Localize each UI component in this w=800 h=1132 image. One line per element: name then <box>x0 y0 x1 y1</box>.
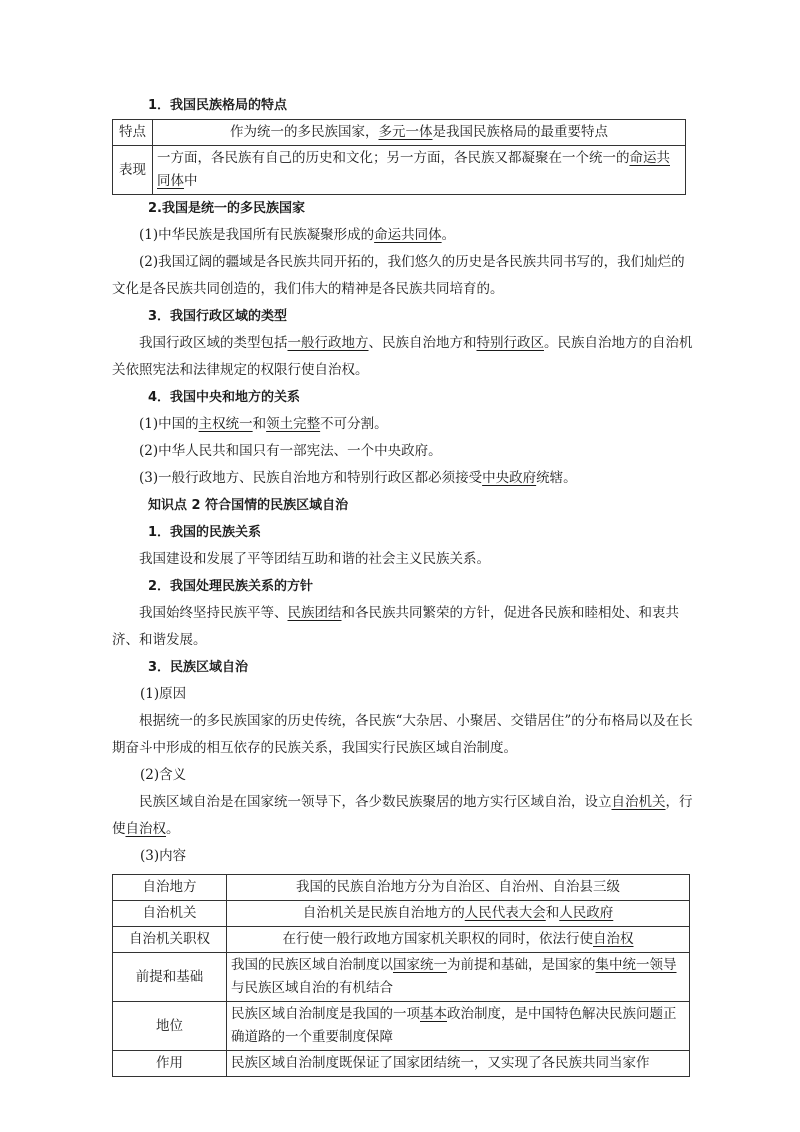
sub-label: (2)含义 <box>140 767 187 783</box>
section-heading: 4．我国中央和地方的关系 <box>148 390 301 405</box>
table-row <box>113 953 690 1002</box>
autonomy-content-table <box>112 874 690 1077</box>
section-heading: 2．我国处理民族关系的方针 <box>148 579 314 594</box>
table-row <box>113 1002 690 1051</box>
paragraph: 我国行政区域的类型包括一般行政地方、民族自治地方和特别行政区。民族自治地方的自治机关依照宪法和法律规定的权限行使自治权。 <box>112 335 693 378</box>
sub-label: (1)原因 <box>140 686 187 702</box>
row-content: 在行使一般行政地方国家机关职权的同时，依法行使自治权 <box>227 927 690 953</box>
row-label: 特点 <box>113 120 153 146</box>
paragraph: 根据统一的多民族国家的历史传统，各民族“大杂居、小聚居、交错居住”的分布格局以及在长期奋斗中形成的相互依存的民族关系，我国实行民族区域自治制度。 <box>112 713 693 756</box>
table-row <box>113 146 686 195</box>
row-label: 自治地方 <box>113 875 227 901</box>
row-content: 民族区域自治制度是我国的一项基本政治制度，是中国特色解决民族问题正确道路的一个重要制度保障 <box>227 1002 690 1051</box>
table-row <box>113 1051 690 1077</box>
document-page <box>112 92 696 1077</box>
row-content: 自治机关是民族自治地方的人民代表大会和人民政府 <box>227 901 690 927</box>
row-label: 自治机关职权 <box>113 927 227 953</box>
row-label: 前提和基础 <box>113 953 227 1002</box>
ethnic-pattern-table <box>112 119 686 195</box>
section-heading: 2.我国是统一的多民族国家 <box>148 201 305 216</box>
row-content: 作为统一的多民族国家，多元一体是我国民族格局的最重要特点 <box>153 120 686 146</box>
section-heading: 3．民族区域自治 <box>148 660 249 675</box>
paragraph: (2)我国辽阔的疆域是各民族共同开拓的，我们悠久的历史是各民族共同书写的，我们灿烂的文化是各民族共同创造的，我们伟大的精神是各民族共同培育的。 <box>112 254 685 297</box>
table-row <box>113 901 690 927</box>
table-row <box>113 875 690 901</box>
row-content: 我国的民族区域自治制度以国家统一为前提和基础，是国家的集中统一领导与民族区域自治的有机结合 <box>227 953 690 1002</box>
row-content: 一方面，各民族有自己的历史和文化；另一方面，各民族又都凝聚在一个统一的命运共同体中 <box>153 146 686 195</box>
paragraph: 我国始终坚持民族平等、民族团结和各民族共同繁荣的方针，促进各民族和睦相处、和衷共济、和谐发展。 <box>112 605 679 648</box>
sub-label: (3)内容 <box>140 848 187 864</box>
section-heading: 1．我国民族格局的特点 <box>148 98 288 113</box>
paragraph: (2)中华人民共和国只有一部宪法、一个中央政府。 <box>139 443 442 459</box>
table-row <box>113 927 690 953</box>
section-heading: 1．我国的民族关系 <box>148 525 262 540</box>
row-label: 作用 <box>113 1051 227 1077</box>
paragraph: 我国建设和发展了平等团结互助和谐的社会主义民族关系。 <box>139 551 490 567</box>
row-content: 民族区域自治制度既保证了国家团结统一，又实现了各民族共同当家作 <box>227 1051 690 1077</box>
table-row <box>113 120 686 146</box>
paragraph: 民族区域自治是在国家统一领导下，各少数民族聚居的地方实行区域自治，设立自治机关，行使自治权。 <box>112 794 693 837</box>
paragraph: (1)中国的主权统一和领土完整不可分割。 <box>139 416 388 432</box>
knowledge-point-heading: 知识点 2 符合国情的民族区域自治 <box>148 498 349 513</box>
row-content: 我国的民族自治地方分为自治区、自治州、自治县三级 <box>227 875 690 901</box>
row-label: 表现 <box>113 146 153 195</box>
paragraph: (3)一般行政地方、民族自治地方和特别行政区都必须接受中央政府统辖。 <box>139 470 577 486</box>
row-label: 自治机关 <box>113 901 227 927</box>
section-heading: 3．我国行政区域的类型 <box>148 309 288 324</box>
paragraph: (1)中华民族是我国所有民族凝聚形成的命运共同体。 <box>139 227 456 243</box>
row-label: 地位 <box>113 1002 227 1051</box>
